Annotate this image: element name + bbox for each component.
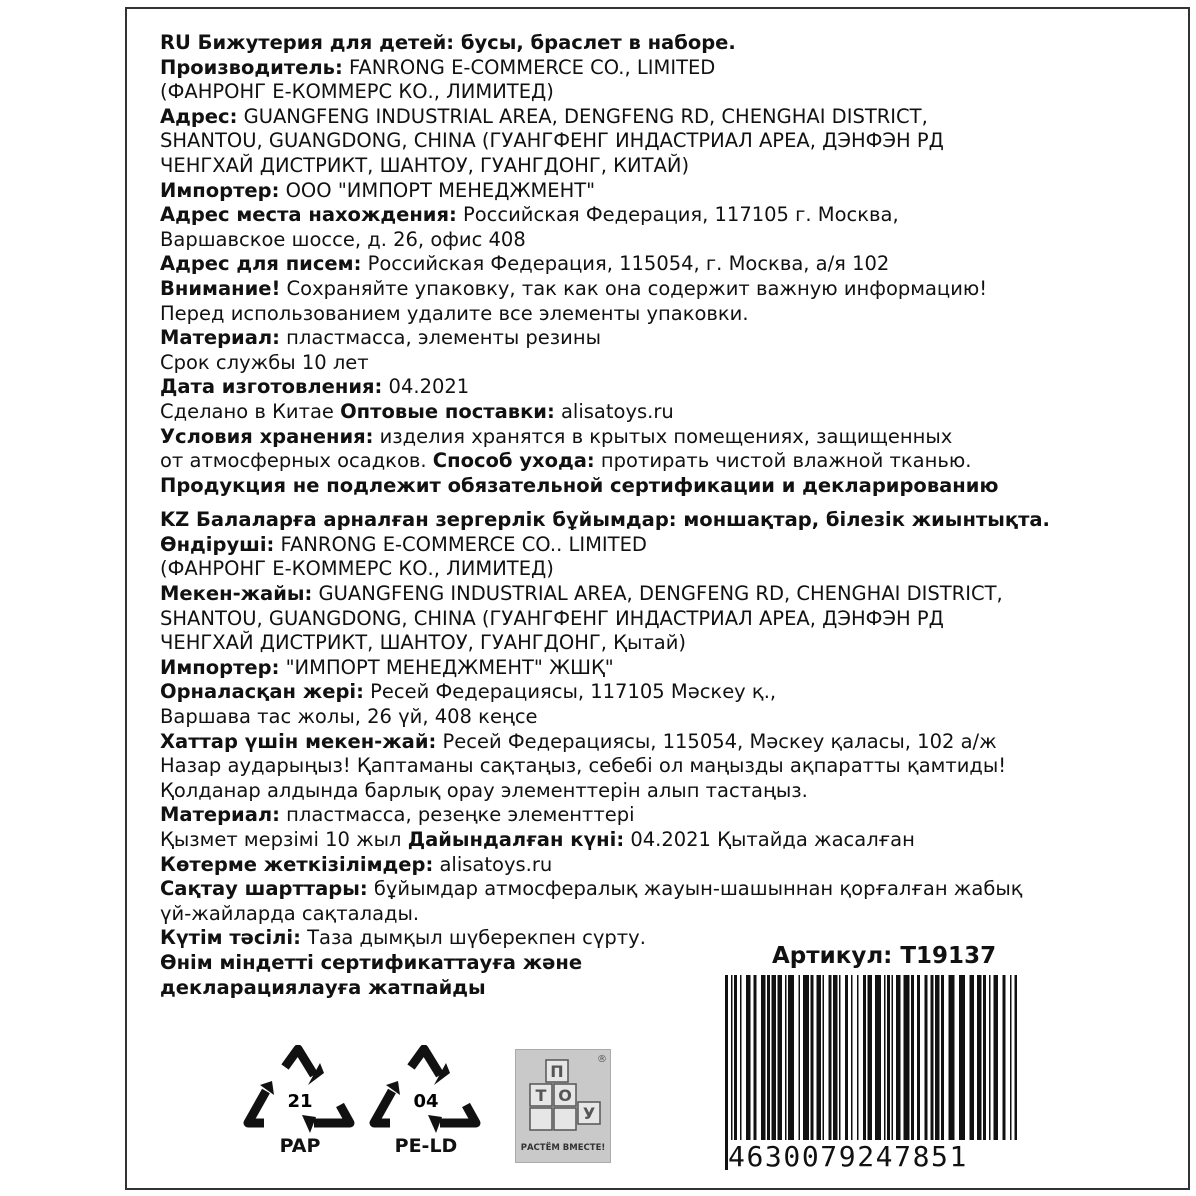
ru-line-6-seg-0: Импортер: xyxy=(160,178,280,202)
barcode-bar xyxy=(911,975,914,1143)
kz-line-15-seg-0: Сақтау шарттары: xyxy=(160,877,368,901)
barcode-bar xyxy=(845,975,848,1143)
ru-line-6 xyxy=(160,179,1040,204)
logo-letter-t: Т xyxy=(535,1086,547,1105)
barcode-bar xyxy=(983,975,986,1143)
ru-line-10-seg-1: Сохраняйте упаковку, так как она содержит важную информацию! xyxy=(280,276,988,300)
kz-line-15-seg-1: бұйымдар атмосфералық жауын-шашыннан қорғалған жабық xyxy=(367,877,1023,901)
ru-line-0-seg-0: RU Бижутерия для детей: бусы, браслет в наборе. xyxy=(160,31,736,54)
kz-line-7 xyxy=(160,680,1040,705)
kz-line-12 xyxy=(160,803,1040,828)
kz-line-1-seg-1: FANRONG E-COMMERCE CO.. LIMITED xyxy=(274,532,647,556)
recycle-label-pap: PAP xyxy=(279,1135,321,1157)
ru-line-13 xyxy=(160,351,1040,376)
barcode-bar xyxy=(754,975,757,1143)
ru-line-8-seg-0: Варшавское шоссе, д. 26, офис 408 xyxy=(160,227,526,251)
kz-line-5 xyxy=(160,631,1040,656)
kz-line-3 xyxy=(160,582,1040,607)
ru-line-6-seg-1: ООО "ИМПОРТ МЕНЕДЖМЕНТ" xyxy=(279,178,596,202)
ru-line-1-seg-0: Производитель: xyxy=(160,55,343,79)
ru-line-5-seg-0: ЧЕНГХАЙ ДИСТРИКТ, ШАНТОУ, ГУАНГДОНГ, КИТАЙ) xyxy=(160,153,690,177)
kz-section xyxy=(160,508,1050,1000)
kz-line-6 xyxy=(160,656,1040,681)
barcode-bar xyxy=(941,975,944,1143)
ru-line-15 xyxy=(160,400,1040,425)
barcode-bar xyxy=(803,975,809,1143)
barcode-bar xyxy=(989,975,991,1143)
kz-line-7-seg-1: Ресей Федерациясы, 117105 Мәскеу қ., xyxy=(363,680,777,704)
barcode-bar xyxy=(863,975,866,1143)
kz-line-0-seg-0: KZ Балаларға арналған зергерлік бұйымдар: моншақтар, білезік жиынтықта. xyxy=(160,508,1050,532)
kz-line-0 xyxy=(160,508,1050,533)
kz-line-8-seg-0: Варшава тас жолы, 26 үй, 408 кеңсе xyxy=(160,705,538,729)
ru-line-14 xyxy=(160,375,1040,400)
barcode-bar xyxy=(839,975,841,1143)
barcode-bar xyxy=(740,975,742,1143)
barcode-bar xyxy=(851,975,853,1143)
barcode-bar xyxy=(977,975,982,1143)
kz-line-19-seg-0: декларациялауға жатпайды xyxy=(160,975,486,999)
ru-line-8 xyxy=(160,228,1040,253)
kz-line-5-seg-0: ЧЕНГХАЙ ДИСТРИКТ, ШАНТОУ, ГУАНГДОНГ, Қытай) xyxy=(160,631,687,655)
logo-letter-u: У xyxy=(582,1104,596,1123)
ru-line-14-seg-1: 04.2021 xyxy=(382,375,470,399)
kz-line-16 xyxy=(160,902,1040,927)
kz-line-13-seg-1: Дайындалған күні: xyxy=(407,828,625,851)
registered-mark: ® xyxy=(597,1054,607,1065)
ru-line-0 xyxy=(160,31,1040,56)
ru-line-10-seg-0: Внимание! xyxy=(160,276,281,300)
article-number: Артикул: T19137 xyxy=(772,943,997,969)
ru-line-12-seg-1: пластмасса, элементы резины xyxy=(279,326,601,350)
ru-line-9-seg-0: Адрес для писем: xyxy=(160,252,362,276)
ru-line-15-seg-2: alisatoys.ru xyxy=(554,399,674,423)
brand-logo xyxy=(515,1049,611,1163)
ru-line-17-seg-1: Способ ухода: xyxy=(432,449,595,473)
kz-line-12-seg-1: пластмасса, резеңке элементтері xyxy=(279,803,635,827)
ru-line-16-seg-1: изделия хранятся в крытых помещениях, защищенных xyxy=(373,424,953,448)
kz-line-6-seg-1: "ИМПОРТ МЕНЕДЖМЕНТ" ЖШҚ" xyxy=(279,655,614,679)
ru-line-3 xyxy=(160,105,1040,130)
barcode-bar xyxy=(788,975,794,1143)
recycle-pap-icon xyxy=(240,1045,360,1165)
kz-line-14-seg-0: Көтерме жеткізілімдер: xyxy=(160,852,434,876)
barcode-digits: 4630079247851 xyxy=(728,1140,1018,1173)
ru-line-4 xyxy=(160,129,1040,154)
barcode-bar xyxy=(959,975,965,1143)
kz-line-16-seg-0: үй-жайларда сақталады. xyxy=(160,901,420,925)
barcode-bar xyxy=(887,975,890,1143)
ru-line-3-seg-1: GUANGFENG INDUSTRIAL AREA, DENGFENG RD, CHENGHAI DISTRICT, xyxy=(237,104,928,128)
barcode-bar xyxy=(811,975,814,1143)
barcode-bar xyxy=(931,975,934,1143)
ru-line-16-seg-0: Условия хранения: xyxy=(160,424,374,448)
ru-line-7-seg-1: Российская Федерация, 117105 г. Москва, xyxy=(456,203,899,227)
ru-line-18 xyxy=(160,474,1040,499)
ru-line-9 xyxy=(160,252,1040,277)
barcode-bar xyxy=(925,975,928,1143)
ru-line-12 xyxy=(160,326,1040,351)
kz-line-15 xyxy=(160,877,1040,902)
ru-line-10 xyxy=(160,277,1040,302)
kz-line-17-seg-0: Күтім тәсілі: xyxy=(160,926,301,950)
ru-line-13-seg-0: Срок службы 10 лет xyxy=(160,350,369,374)
logo-letter-p: П xyxy=(550,1062,564,1081)
ru-line-5 xyxy=(160,154,1040,179)
kz-line-14-seg-1: alisatoys.ru xyxy=(433,852,553,876)
kz-line-12-seg-0: Материал: xyxy=(160,803,280,827)
ru-line-9-seg-1: Российская Федерация, 115054, г. Москва, а/я 102 xyxy=(361,252,890,276)
recycle-code-04: 04 xyxy=(413,1091,439,1112)
kz-line-4-seg-0: SHANTOU, GUANGDONG, CHINA (ГУАНГФЕНГ ИНДАСТРИАЛ АРЕА, ДЭНФЭН РД xyxy=(160,606,944,630)
kz-line-9-seg-0: Хаттар үшін мекен-жай: xyxy=(160,729,437,753)
ru-line-17-seg-2: протирать чистой влажной тканью. xyxy=(594,449,972,473)
kz-line-8 xyxy=(160,705,1040,730)
kz-line-13 xyxy=(160,828,1040,853)
ru-line-14-seg-0: Дата изготовления: xyxy=(160,375,383,399)
ru-line-2-seg-0: (ФАНРОНГ Е-КОММЕРС КО., ЛИМИТЕД) xyxy=(160,80,554,104)
recycle-label-pe-ld: PE-LD xyxy=(394,1135,458,1157)
barcode-bar xyxy=(785,975,787,1143)
ru-line-17 xyxy=(160,449,1040,474)
barcode-bar xyxy=(917,975,920,1143)
ru-line-11-seg-0: Перед использованием удалите все элементы упаковки. xyxy=(160,301,749,325)
ru-line-12-seg-0: Материал: xyxy=(160,326,280,350)
kz-line-1-seg-0: Өндіруші: xyxy=(160,532,275,556)
barcode-bar xyxy=(731,975,733,1143)
ru-line-1-seg-1: FANRONG E-COMMERCE CO., LIMITED xyxy=(342,55,716,79)
recycle-code-21: 21 xyxy=(287,1091,313,1112)
ru-line-2 xyxy=(160,80,1040,105)
ru-line-1 xyxy=(160,56,1040,81)
barcode-bar xyxy=(892,975,894,1143)
barcode-bar xyxy=(829,975,832,1143)
kz-line-13-seg-0: Қызмет мерзімі 10 жыл xyxy=(160,828,408,851)
kz-line-2-seg-0: (ФАНРОНГ Е-КОММЕРС КО., ЛИМИТЕД) xyxy=(160,557,554,581)
kz-line-4 xyxy=(160,607,1040,632)
barcode-bar xyxy=(904,975,910,1143)
kz-line-9-seg-1: Ресей Федерациясы, 115054, Мәскеу қаласы, 102 а/ж xyxy=(436,729,997,753)
kz-line-9 xyxy=(160,730,1040,755)
barcode-bar xyxy=(994,975,999,1143)
ru-line-17-seg-0: от атмосферных осадков. xyxy=(160,449,433,473)
barcode-bar xyxy=(734,975,737,1143)
ru-line-15-seg-0: Сделано в Китае xyxy=(160,399,341,423)
barcode-bar xyxy=(761,975,766,1143)
kz-line-11 xyxy=(160,779,1040,804)
kz-line-13-seg-2: 04.2021 Қытайда жасалған xyxy=(624,828,915,851)
recycle-pe-ld-icon xyxy=(366,1045,486,1165)
kz-line-18-seg-0: Өнім міндетті сертификаттауға және xyxy=(160,950,583,974)
ru-section xyxy=(160,31,1040,498)
barcode-bar xyxy=(778,975,783,1143)
kz-line-17-seg-1: Таза дымқыл шүберекпен сүрту. xyxy=(300,926,646,950)
kz-line-6-seg-0: Импортер: xyxy=(160,655,280,679)
barcode-bar xyxy=(772,975,777,1143)
kz-line-10-seg-0: Назар аударыңыз! Қаптаманы сақтаңыз, себебі ол маңызды ақпаратты қамтиды! xyxy=(160,754,1007,778)
barcode-bar xyxy=(884,975,886,1143)
ru-line-4-seg-0: SHANTOU, GUANGDONG, CHINA (ГУАНГФЕНГ ИНДАСТРИАЛ АРЕА, ДЭНФЭН РД xyxy=(160,129,944,153)
barcode-bar xyxy=(817,975,822,1143)
kz-line-11-seg-0: Қолданар алдында барлық орау элементтерін алып тастаңыз. xyxy=(160,778,808,802)
kz-line-14 xyxy=(160,853,1040,878)
ru-line-7 xyxy=(160,203,1040,228)
ru-line-15-seg-1: Оптовые поставки: xyxy=(340,399,555,423)
barcode-bar xyxy=(823,975,825,1143)
barcode-bar xyxy=(896,975,901,1143)
kz-line-10 xyxy=(160,754,1040,779)
barcode-bar xyxy=(767,975,770,1143)
ru-line-16 xyxy=(160,425,1040,450)
barcode-bar xyxy=(935,975,940,1143)
barcode-bar xyxy=(746,975,751,1143)
barcode-bar xyxy=(833,975,838,1143)
barcode-bar xyxy=(970,975,975,1143)
barcode-bar xyxy=(1003,975,1006,1143)
logo-slogan: РАСТЁМ ВМЕСТЕ! xyxy=(520,1143,606,1153)
kz-line-1 xyxy=(160,533,1040,558)
barcode-bar xyxy=(799,975,801,1143)
kz-line-7-seg-0: Орналасқан жері: xyxy=(160,680,364,704)
ru-line-3-seg-0: Адрес: xyxy=(160,104,238,128)
barcode-bar xyxy=(949,975,955,1143)
kz-line-3-seg-1: GUANGFENG INDUSTRIAL AREA, DENGFENG RD, CHENGHAI DISTRICT, xyxy=(312,582,1003,606)
barcode-bar xyxy=(857,975,859,1143)
label-text xyxy=(160,31,1050,1000)
kz-line-2 xyxy=(160,557,1040,582)
ru-line-11 xyxy=(160,302,1040,327)
logo-letter-o: О xyxy=(558,1086,572,1105)
ru-line-18-seg-0: Продукция не подлежит обязательной сертификации и декларированию xyxy=(160,473,999,497)
ru-line-7-seg-0: Адрес места нахождения: xyxy=(160,203,457,227)
kz-line-3-seg-0: Мекен-жайы: xyxy=(160,582,313,606)
